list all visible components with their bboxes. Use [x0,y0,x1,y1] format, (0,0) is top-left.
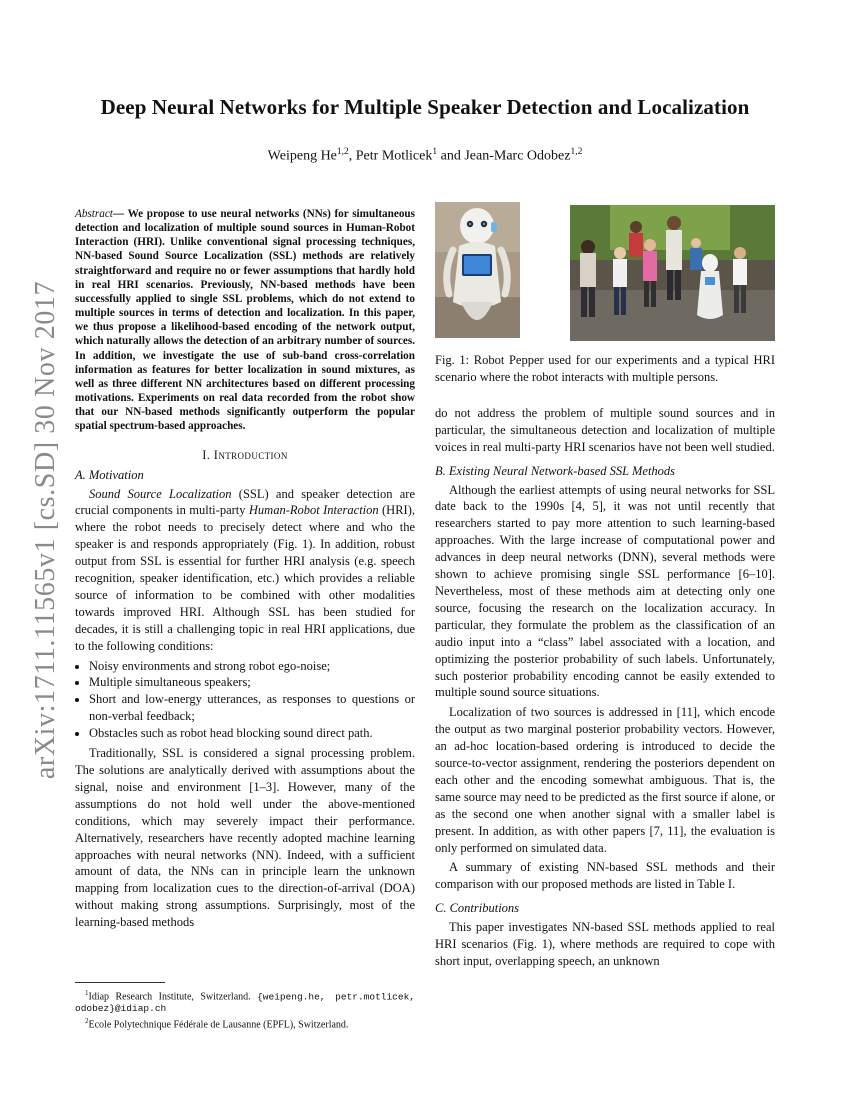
list-item: • Obstacles such as robot head blocking sound direct path. [89,725,415,742]
existing-methods-paragraph-2: Localization of two sources is addressed in [11], which encode the output as two marginal posterior probability vectors. However, an ad-hoc location-based ordering is introduced to decide the source-to-vector assignment, rendering the posteriors dependent on each other and the encoding somewhat ambiguous. That is, the same source may need to be predicted as the first source if alone, or as the second one when another signal with a smaller label is present. In addition, as with other papers [7, 11], the evaluation is only performed on simulated data. [435,705,775,855]
conditions-list [75,658,415,743]
existing-methods-paragraph-3: A summary of existing NN-based SSL methods and their comparison with our proposed methods are listed in Table I. [435,860,775,892]
subsection-heading-contributions: C. Contributions [435,901,520,916]
author-name: Petr Motlicek [355,148,433,164]
left-column [75,207,415,931]
list-item: • Noisy environments and strong robot ego-noise; [89,658,415,675]
list-item: • Multiple simultaneous speakers; [89,674,415,691]
motivation-paragraph: Sound Source Localization (SSL) and speaker detection are crucial components in multi-party Human-Robot Interaction (HRI), where the robot needs to precisely detect where and who the speaker is and responds appropriately (Fig. 1). In addition, robust output from SSL is essential for further HRI analysis (e.g. speech recognition, speaker identification, etc.) which provides a reliable source of information to be combined with other modalities towards improved HRI. Although SSL has been studied for decades, it is still a challenging topic in real HRI applications, due to the following conditions: [75,486,415,653]
subsection-heading-motivation: A. Motivation [75,467,144,482]
list-item: • Short and low-energy utterances, as responses to questions or non-verbal feedback; [89,691,415,725]
right-column [435,200,775,970]
abstract-text: — We propose to use neural networks (NNs) for simultaneous detection and localization of multiple sound sources in Human-Robot Interaction (HRI). Unlike conventional signal processing techniques, NN-based Sound Source Localization (SSL) methods are relatively straightforward and require no or fewer assumptions that hardly hold in real HRI scenarios. Previously, NN-based methods have been successfully applied to single SSL problems, which do not extend to multiple sources in terms of detection and localization. In this paper, we thus propose a likelihood-based encoding of the network output, which naturally allows the detection of an arbitrary number of sources. In addition, we investigate the use of sub-band cross-correlation information as features for better localization in sound mixtures, as well as three different NN architectures based on different processing motivations. Experiments on real data recorded from the robot show that our NN-based methods significantly outperform the popular spatial spectrum-based approaches. [75,208,415,433]
author-affiliation: 1,2 [570,147,583,157]
hri-scenario-photo [570,205,775,341]
footnote-affiliation-2: $^2$Ecole Polytechnique Fédérale de Lausanne (EPFL), Switzerland. [85,1017,349,1031]
section-heading-introduction: I. Introduction [202,447,288,462]
arxiv-identifier: arXiv:1711.11565v1 [cs.SD] 30 Nov 2017 [30,280,61,780]
figure-1 [435,200,775,340]
contributions-paragraph: This paper investigates NN-based SSL methods applied to real HRI scenarios (Fig. 1), where methods are required to cope with short input, overlapping speech, an unknown [435,920,775,969]
email-addresses: {weipeng.he, petr.motlicek, odobez}@idiap.ch [75,991,415,1015]
paper-title: Deep Neural Networks for Multiple Speaker Detection and Localization [100,95,750,119]
abstract [75,207,415,434]
author-list: Weipeng He$^{1,2}$, Petr Motlicek$^1$ and Jean-Marc Odobez$^{1,2}$ [267,147,583,164]
subsection-heading-existing-methods: B. Existing Neural Network-based SSL Methods [435,463,676,478]
existing-methods-paragraph-1: Although the earliest attempts of using neural networks for SSL date back to the 1990s [4, 5], it was not until recently that researchers started to pay more attention to such learning-based approaches. With the large increase of computational power and advances in deep neural networks (DNN), several methods were shown to achieve promising single SSL performance [6–10]. Nevertheless, most of these methods aim at detecting only one source, focusing the research on the localization accuracy. In particular, they formulate the problem as the classification of an audio input into a “class” label associated with a location, and optimizing the posterior probability of such labels. Unfortunately, such posterior probability encoding cannot be easily extended to multiple sound source situations. [435,482,775,700]
author-name: Weipeng He [267,148,337,164]
footnote-affiliation-1: $^1$Idiap Research Institute, Switzerland. {weipeng.he, petr.motlicek, odobez}@idiap.ch [75,989,415,1015]
author-name: Jean-Marc Odobez [464,148,571,164]
continued-paragraph: do not address the problem of multiple sound sources and in particular, the simultaneous detection and localization of multiple voices in real multi-party HRI scenarios have not been well studied. [435,405,775,454]
figure-caption: Fig. 1: Robot Pepper used for our experiments and a typical HRI scenario where the robot interacts with multiple persons. [435,353,775,384]
abstract-label: Abstract [75,208,113,220]
robot-pepper-photo [435,202,520,338]
traditional-ssl-paragraph: Traditionally, SSL is considered a signal processing problem. The solutions are analytically derived with assumptions about the signal, noise and environment [1–3]. However, many of the assumptions do not hold well under the above-mentioned conditions, which may severely impact their performance. Alternatively, researchers have recently adopted machine learning approaches with neural networks (NN). Indeed, with a sufficient amount of data, the NNs can in principle learn the unknown mapping from localization cues to the direction-of-arrival (DOA) without making strong assumptions. Surprisingly, most of the learning-based methods [75,746,415,930]
footnote-rule [75,982,165,983]
footnotes [75,982,415,1032]
author-affiliation: 1 [432,147,438,157]
author-affiliation: 1,2 [336,147,349,157]
